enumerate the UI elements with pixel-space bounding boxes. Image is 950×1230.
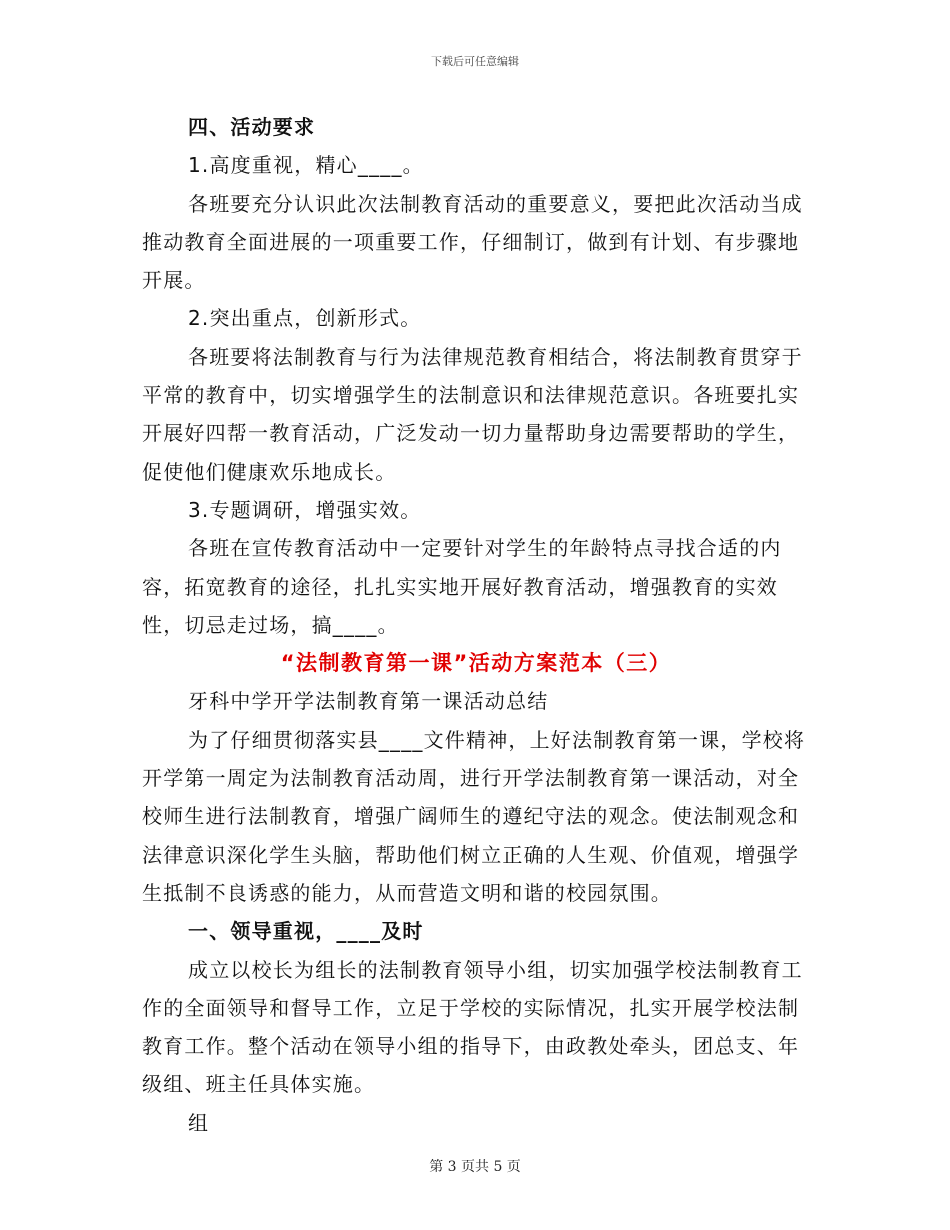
summary-subtitle: 牙科中学开学法制教育第一课活动总结 bbox=[188, 689, 549, 714]
item1-body: 各班要充分认识此次法制教育活动的重要意义，要把此次活动当成推动教育全面进展的一项重要工作，仔细制订，做到有计划、有步骤地开展。 bbox=[142, 191, 803, 293]
item3-body: 各班在宣传教育活动中一定要针对学生的年龄特点寻找合适的内容，拓宽教育的途径，扎扎实实地开展好教育活动，增强教育的实效性，切忌走过场，搞____。 bbox=[142, 536, 782, 637]
part1-body: 成立以校长为组长的法制教育领导小组，切实加强学校法制教育工作的全面领导和督导工作，立足于学校的实际情况，扎实开展学校法制教育工作。整个活动在领导小组的指导下，由政教处牵头，团总支、年级组、班主任具体实施。 bbox=[142, 957, 803, 1097]
item1-heading: 1.高度重视，精心____。 bbox=[188, 153, 424, 178]
item3-heading: 3.专题调研，增强实效。 bbox=[188, 497, 422, 522]
document-body bbox=[142, 108, 810, 1142]
section4-heading: 四、活动要求 bbox=[188, 115, 316, 139]
page-number: 第 3 页共 5 页 bbox=[429, 1159, 521, 1175]
item2-heading: 2.突出重点，创新形式。 bbox=[188, 306, 422, 331]
summary-intro: 为了仔细贯彻落实县____文件精神，上好法制教育第一课，学校将开学第一周定为法制教育活动周，进行开学法制教育第一课活动，对全校师生进行法制教育，增强广阔师生的遵纪守法的观念。使法制观念和法律意识深化学生头脑，帮助他们树立正确的人生观、价值观，增强学生抵制不良诱惑的能力，从而营造文明和谐的校园氛围。 bbox=[142, 727, 806, 905]
header-note: 下载后可任意编辑 bbox=[431, 55, 519, 68]
item2-body: 各班要将法制教育与行为法律规范教育相结合，将法制教育贯穿于平常的教育中，切实增强学生的法制意识和法律规范意识。各班要扎实开展好四帮一教育活动，广泛发动一切力量帮助身边需要帮助的学生，促使他们健康欢乐地成长。 bbox=[142, 344, 803, 484]
part1-heading: 一、领导重视，____及时 bbox=[188, 919, 424, 944]
trailing-text: 组 bbox=[188, 1110, 210, 1135]
section-title: “法制教育第一课”活动方案范本（三） bbox=[280, 651, 672, 676]
